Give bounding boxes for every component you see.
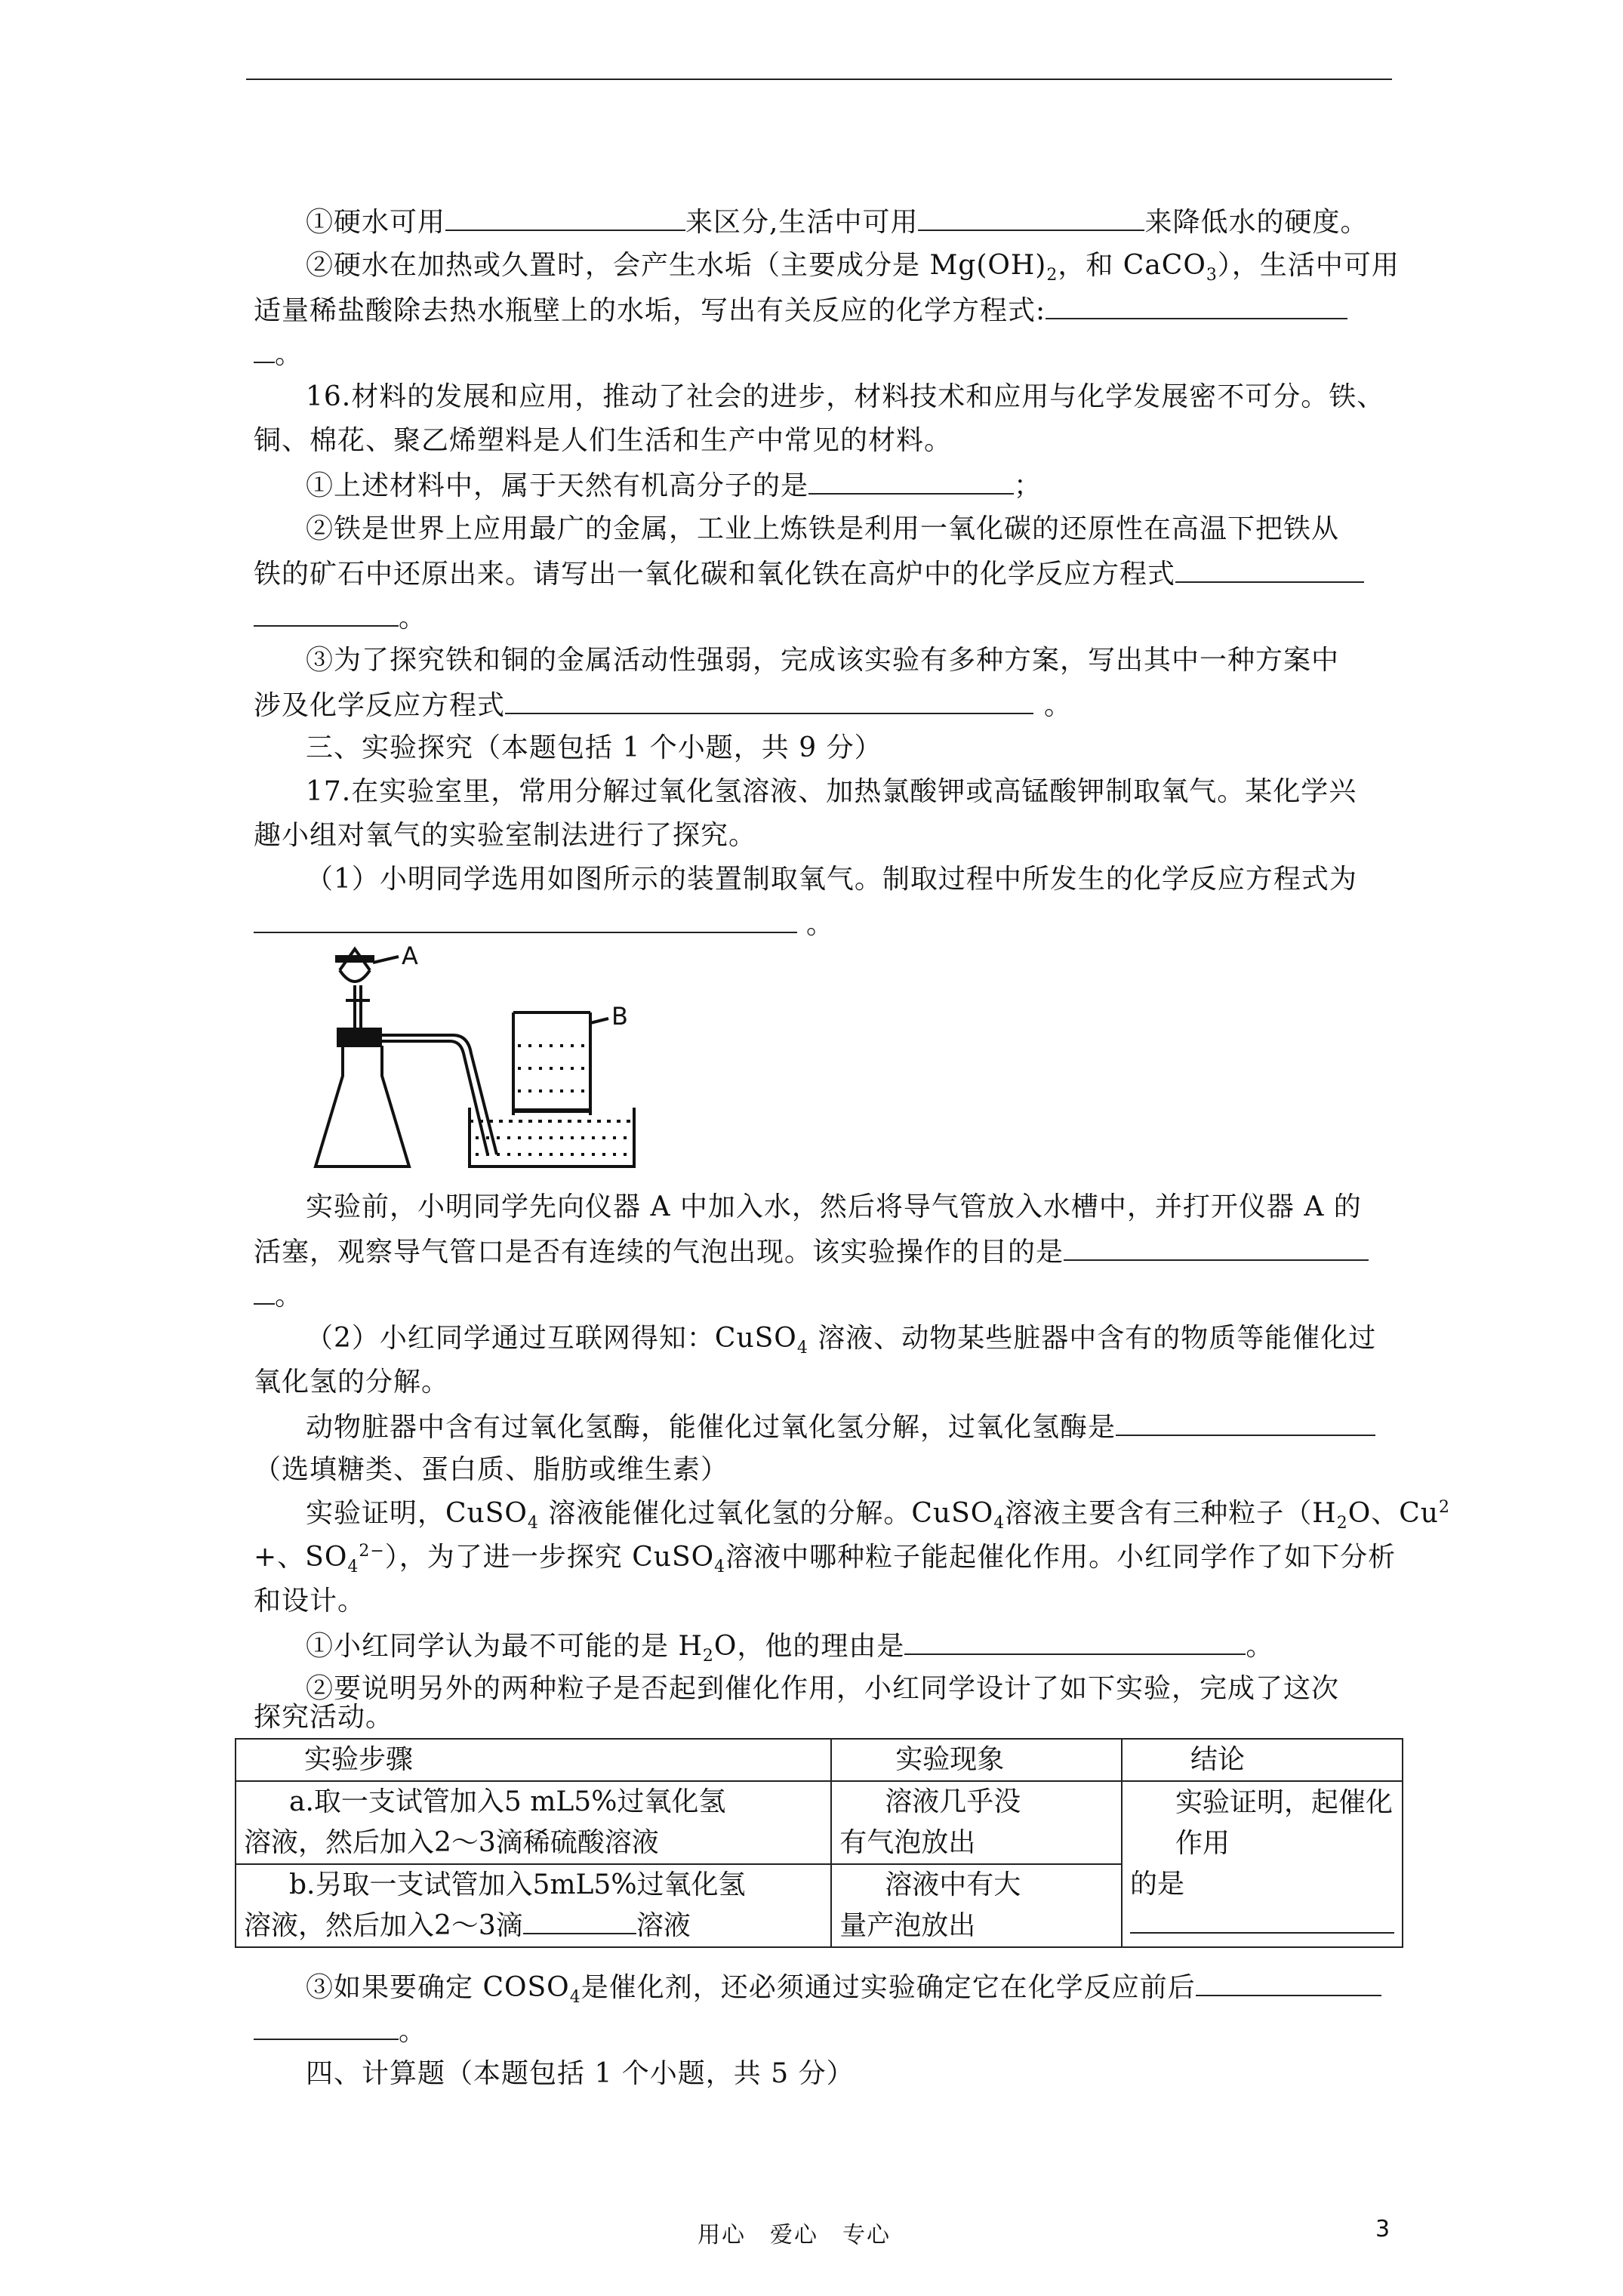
apparatus-figure	[310, 940, 664, 1174]
q16-item1: ①上述材料中，属于天然有机高分子的是 ；	[306, 466, 1042, 505]
q16-item3-line2: 涉及化学反应方程式 。	[254, 686, 1072, 725]
row-a-phenomenon-line2: 有气泡放出	[839, 1827, 976, 1858]
q17-part2-line1: （2）小红同学通过互联网得知：CuSO$_4$ 溶液、动物某些脏器中含有的物质等能催化过	[306, 1323, 1377, 1358]
q17-part2-line2: 氧化氢的分解。	[254, 1367, 450, 1398]
q17-line2: 趣小组对氧气的实验室制法进行了探究。	[254, 820, 757, 851]
q15-item2-line2: 适量稀盐酸除去热水瓶壁上的水垢，写出有关反应的化学方程式:	[254, 291, 1347, 330]
section3-heading: 三、实验探究（本题包括 1 个小题，共 9 分）	[306, 732, 882, 763]
q16-item2-line1: ②铁是世界上应用最广的金属，工业上炼铁是利用一氧化碳的还原性在高温下把铁从	[306, 513, 1340, 544]
row-a-step-line1: a.取一支试管加入5 mL5%过氧化氢	[289, 1786, 726, 1817]
label-a: A	[402, 942, 418, 970]
row-a-phenomenon	[831, 1781, 1122, 1864]
q17-item1: ①小红同学认为最不可能的是 $H_2O$，他的理由是 。	[306, 1626, 1273, 1666]
q17-line1: 17.在实验室里，常用分解过氧化氢溶液、加热氯酸钾或高锰酸钾制取氧气。某化学兴	[306, 776, 1357, 807]
q17-enzyme-line1: 动物脏器中含有过氧化氢酶，能催化过氧化氢分解，过氧化氢酶是	[306, 1407, 1375, 1447]
q17-exp-line1: 实验前，小明同学先向仪器 A 中加入水，然后将导气管放入水槽中，并打开仪器 A 的	[306, 1191, 1362, 1222]
q17-item2-line2: 探究活动。	[254, 1702, 394, 1733]
q16-item2-line2: 铁的矿石中还原出来。请写出一氧化碳和氧化铁在高炉中的化学反应方程式	[254, 554, 1364, 593]
q16-item3-line1: ③为了探究铁和铜的金属活动性强弱，完成该实验有多种方案，写出其中一种方案中	[306, 645, 1340, 676]
q15-item2-line1: ②硬水在加热或久置时，会产生水垢（主要成分是 $Mg(OH)_2$，和 CaCO$_3$），生活中可用	[306, 250, 1400, 285]
q16-line2: 铜、棉花、聚乙烯塑料是人们生活和生产中常见的材料。	[254, 425, 953, 456]
row-a-step	[236, 1781, 831, 1864]
table-row	[236, 1781, 1403, 1864]
q17-exp-line3: 。	[254, 1276, 303, 1315]
conclusion-line1: 实验证明，起催化作用	[1175, 1787, 1394, 1859]
conclusion-cell	[1122, 1781, 1403, 1947]
q17-enzyme-line2: （选填糖类、蛋白质、脂肪或维生素）	[254, 1454, 729, 1485]
q17-cuso4-line2: +、$SO_4^{2-}$），为了进一步探究 CuSO$_4$溶液中哪种粒子能起催化作用。小红同学作了如下分析	[254, 1542, 1397, 1577]
q15-item1: ①硬水可用 来区分,生活中可用 来降低水的硬度。	[306, 202, 1368, 242]
q17-part1-line1: （1）小明同学选用如图所示的装置制取氧气。制取过程中所发生的化学反应方程式为	[306, 864, 1357, 895]
page-number: 3	[1375, 2216, 1392, 2242]
q17-part1-line2: 。	[254, 905, 834, 944]
header-rule	[246, 79, 1392, 80]
q17-cuso4-line1: 实验证明，CuSO$_4$ 溶液能催化过氧化氢的分解。CuSO$_4$溶液主要含有三种粒子（$H_2O$、Cu$^2$	[306, 1498, 1450, 1533]
row-b-step-line2: 溶液，然后加入2～3滴 溶液	[244, 1906, 823, 1946]
row-b-phenomenon-line2: 量产泡放出	[839, 1910, 976, 1941]
q16-item2-line3: 。	[254, 598, 427, 637]
q17-exp-line2: 活塞，观察导气管口是否有连续的气泡出现。该实验操作的目的是	[254, 1232, 1369, 1271]
table-header: 实验现象	[831, 1739, 1122, 1781]
label-b: B	[611, 1002, 628, 1031]
table-header: 结论	[1122, 1739, 1403, 1781]
q15-item2-line3: 。	[254, 334, 303, 374]
row-b-phenomenon-line1: 溶液中有大	[885, 1869, 1021, 1900]
q17-item2-line1: ②要说明另外的两种粒子是否起到催化作用，小红同学设计了如下实验，完成了这次	[306, 1673, 1340, 1704]
table-header: 实验步骤	[236, 1739, 831, 1781]
conclusion-line2: 的是	[1130, 1864, 1394, 1946]
q16-line1: 16.材料的发展和应用，推动了社会的进步，材料技术和应用与化学发展密不可分。铁、	[306, 381, 1385, 412]
section4-heading: 四、计算题（本题包括 1 个小题，共 5 分）	[306, 2058, 855, 2089]
row-a-phenomenon-line1: 溶液几乎没	[885, 1786, 1021, 1817]
footer-motto: 用心 爱心 专心	[698, 2222, 891, 2248]
row-b-step-line1: b.另取一支试管加入5mL5%过氧化氢	[289, 1869, 746, 1900]
q17-item3-line1: ③如果要确定 $COSO_4$是催化剂，还必须通过实验确定它在化学反应前后	[306, 1968, 1381, 2007]
row-b-phenomenon	[831, 1864, 1122, 1947]
table-header-row	[236, 1739, 1403, 1781]
row-a-step-line2: 溶液，然后加入2～3滴稀硫酸溶液	[244, 1827, 659, 1858]
row-b-step	[236, 1864, 831, 1947]
q17-item3-line2: 。	[254, 2011, 427, 2051]
experiment-table	[235, 1738, 1403, 1948]
q17-cuso4-line3: 和设计。	[254, 1586, 366, 1616]
